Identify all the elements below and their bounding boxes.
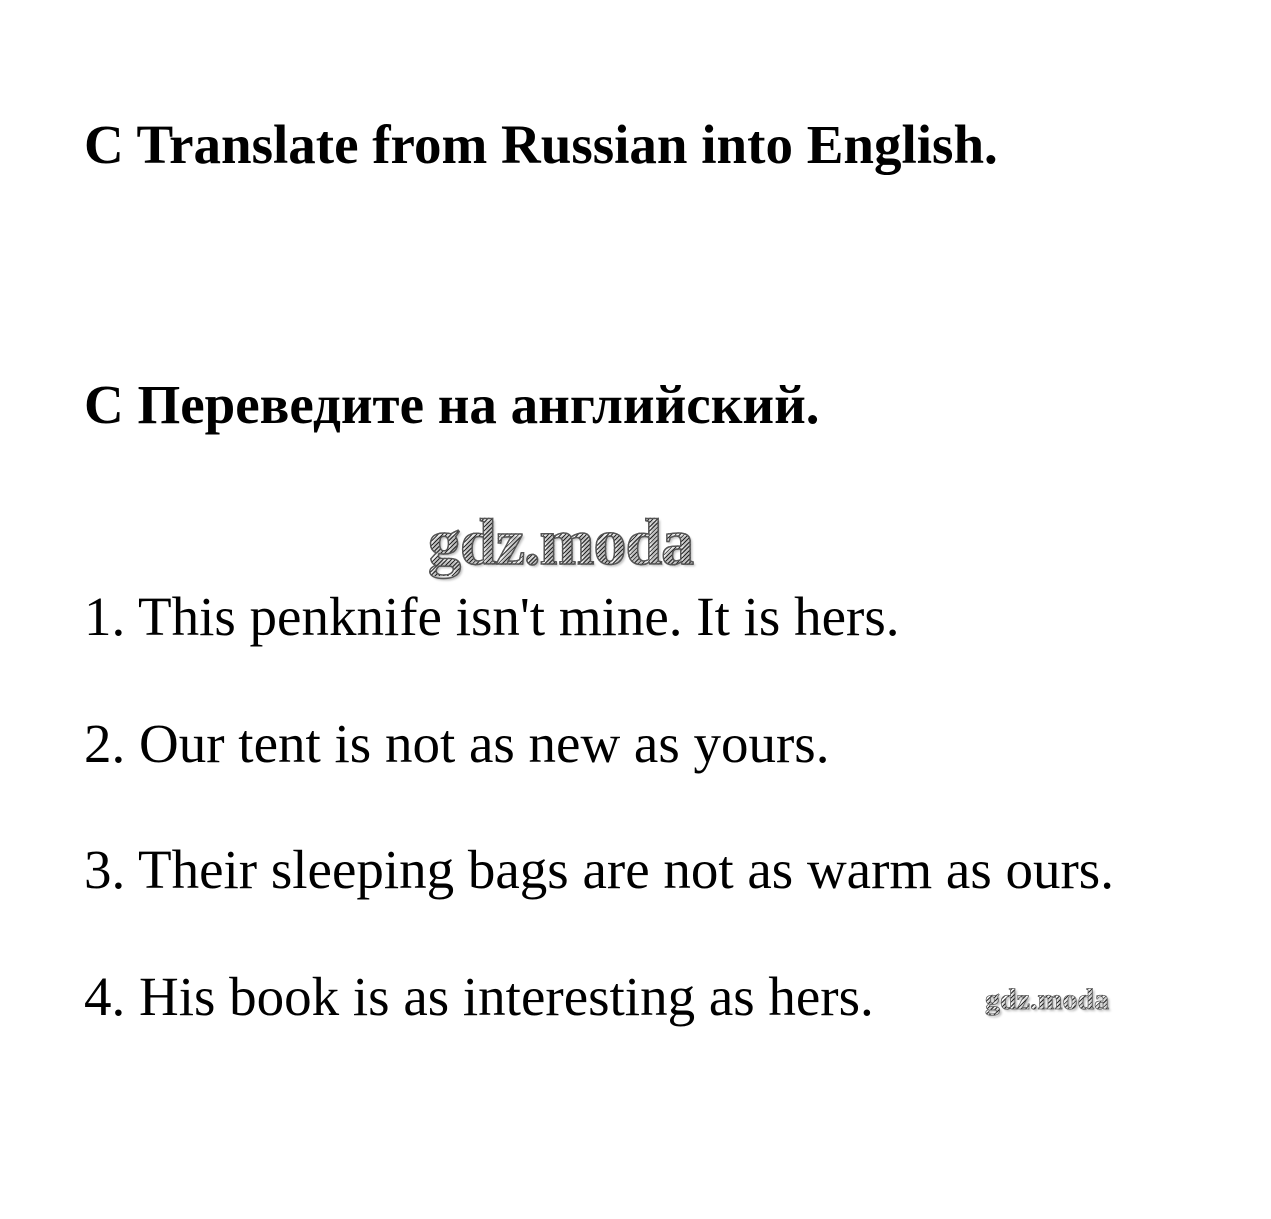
answer-item: 2. Our tent is not as new as yours. — [84, 713, 830, 774]
answer-item: 3. Their sleeping bags are not as warm as ours. — [84, 839, 1114, 900]
exercise-heading-russian: C Переведите на английский. — [84, 374, 820, 435]
exercise-heading-english: C Translate from Russian into English. — [84, 114, 998, 175]
watermark-logo-small: gdz.moda — [985, 983, 1110, 1016]
answer-item: 4. His book is as interesting as hers. — [84, 966, 874, 1027]
watermark-logo: gdz.moda — [428, 506, 694, 579]
answer-item: 1. This penknife isn't mine. It is hers. — [84, 586, 900, 647]
